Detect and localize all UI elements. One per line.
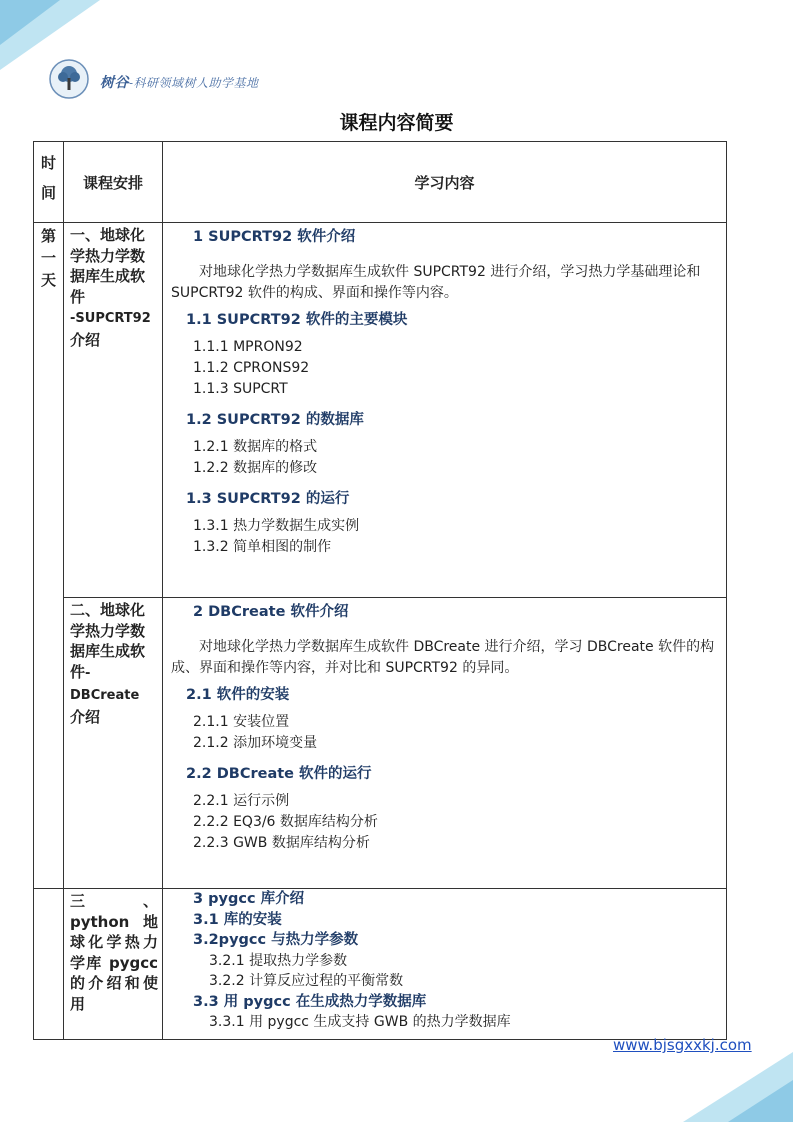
- slogan-text: -科研领域树人助学基地: [129, 76, 259, 90]
- brand-name: 树谷: [100, 75, 129, 91]
- subsection-title: 2.1 软件的安装: [186, 687, 290, 703]
- section-heading-2: 2 DBCreate 软件介绍: [193, 604, 349, 620]
- list-item: 1.1.1 MPRON92: [193, 339, 303, 355]
- header-slogan: [100, 72, 259, 92]
- website-link[interactable]: www.bjsgxxkj.com: [613, 1036, 752, 1054]
- table-header-row: [34, 142, 727, 223]
- list-item: 3.2.1 提取热力学参数: [209, 952, 348, 969]
- schedule-sub-1: -SUPCRT92: [70, 311, 151, 326]
- corner-decoration-bottom-right: [653, 1042, 793, 1122]
- section-line: 3.1 库的安装: [193, 911, 282, 928]
- day-cell-empty: [34, 889, 64, 1040]
- subsection-title: 1.3 SUPCRT92 的运行: [186, 491, 350, 507]
- header-schedule: 课程安排: [64, 142, 163, 223]
- section-line: 3 pygcc 库介绍: [193, 891, 305, 907]
- schedule-end-1: 介绍: [70, 330, 101, 349]
- schedule-title-1: 一、地球化学热力学数据库生成软件: [70, 226, 146, 306]
- schedule-cell-2: [64, 598, 163, 889]
- schedule-cell-1: [64, 223, 163, 598]
- list-item: 2.2.2 EQ3/6 数据库结构分析: [193, 814, 378, 830]
- header-content: 学习内容: [163, 142, 727, 223]
- section-heading-1: 1 SUPCRT92 软件介绍: [193, 229, 356, 245]
- list-item: 1.1.2 CPRONS92: [193, 360, 310, 376]
- list-item: 1.2.1 数据库的格式: [193, 439, 318, 455]
- section-paragraph-2: 对地球化学热力学数据库生成软件 DBCreate 进行介绍，学习 DBCreate 软件的构成、界面和操作等内容，并对比和 SUPCRT92 的异同。: [171, 639, 715, 676]
- table-row: [34, 223, 727, 598]
- header-time-label: 时间: [40, 154, 56, 202]
- list-item: 3.3.1 用 pygcc 生成支持 GWB 的热力学数据库: [209, 1014, 511, 1030]
- list-item: 1.3.1 热力学数据生成实例: [193, 518, 360, 534]
- list-item: 1.1.3 SUPCRT: [193, 381, 288, 397]
- content-cell-3: [163, 889, 727, 1040]
- list-item: 2.2.3 GWB 数据库结构分析: [193, 835, 370, 851]
- header-time: [34, 142, 64, 223]
- schedule-sub-2: -DBCreate: [70, 665, 140, 703]
- list-item: 2.1.2 添加环境变量: [193, 735, 318, 751]
- tree-logo-icon: [48, 58, 90, 100]
- list-item: 3.2.2 计算反应过程的平衡常数: [209, 973, 404, 989]
- subsection-title: 1.1 SUPCRT92 软件的主要模块: [186, 312, 408, 328]
- list-item: 2.1.1 安装位置: [193, 714, 290, 730]
- list-item: 1.2.2 数据库的修改: [193, 460, 318, 476]
- section-paragraph-1: 对地球化学热力学数据库生成软件 SUPCRT92 进行介绍，学习热力学基础理论和 SUPCRT92 软件的构成、界面和操作等内容。: [171, 264, 701, 301]
- subsection-title: 2.2 DBCreate 软件的运行: [186, 766, 372, 782]
- day-label: 第一天: [40, 227, 56, 289]
- schedule-cell-3: [64, 889, 163, 1040]
- content-cell-2: [163, 598, 727, 889]
- content-cell-1: [163, 223, 727, 598]
- table-row: [34, 598, 727, 889]
- section-line: 3.2pygcc 与热力学参数: [193, 932, 359, 948]
- list-item: 1.3.2 简单相图的制作: [193, 539, 332, 555]
- schedule-end-2: 介绍: [70, 707, 101, 726]
- day-cell: [34, 223, 64, 889]
- section-line: 3.3 用 pygcc 在生成热力学数据库: [193, 993, 427, 1010]
- course-table: [33, 141, 727, 1040]
- table-row: [34, 889, 727, 1040]
- subsection-title: 1.2 SUPCRT92 的数据库: [186, 412, 364, 428]
- list-item: 2.2.1 运行示例: [193, 793, 290, 809]
- page-title: 课程内容简要: [339, 112, 454, 134]
- schedule-title-2: 二、地球化学热力学数据库生成软件: [70, 601, 146, 681]
- schedule-title-3: 三、python 地球化学热力学库 pygcc 的介绍和使用: [70, 892, 158, 1013]
